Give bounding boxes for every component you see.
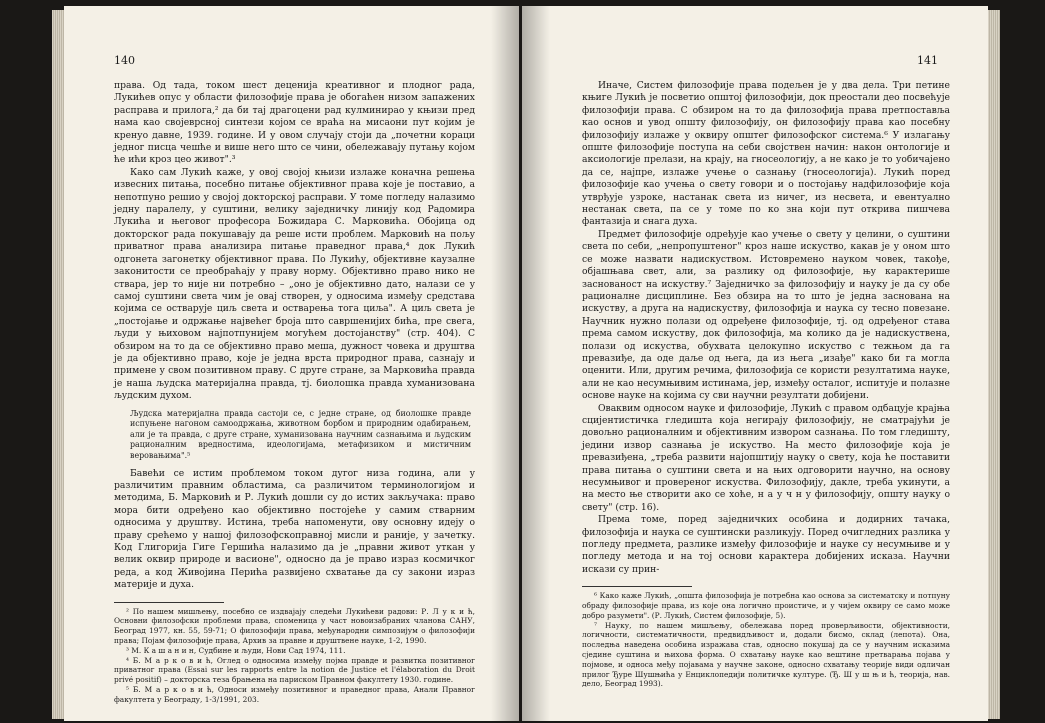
footnotes <box>582 591 950 689</box>
footnote: ⁷ Науку, по нашем мишљењу, обележава поред проверљивости, објективности, логичности, систематичности, предвидљивост и, додали бисмо, склад (лепота). Она, последња наведена особина изражава став, односно покушај да се у научним исказима сједине суштина и њихова форма. О схватању науке као вештине претварања појава у појмове, и односа међу појавама у научне законе, односно схватању теорије види одличан прилог Ђуре Шушњића у Енциклопедији политичке културе. (Ђ. Ш у ш њ и ћ, теорија, нав. дело, Београд 1993). <box>582 620 950 689</box>
page-number: 141 <box>917 54 938 67</box>
left-page <box>64 6 519 721</box>
footnote-rule <box>114 602 224 603</box>
left-page-body <box>114 80 475 705</box>
footnote: ⁶ Како каже Лукић, „општа филозофија је потребна као основа за систематску и потпуну обраду филозофије права, из које она логично проистиче, и у чијем оквиру се само може добро разумети". (Р. Лукић, Систем филозофије, 5). <box>582 591 950 620</box>
block-quote: Људска материјална правда састоји се, с једне стране, од биолошке правде испуњене нагоном самоодржања, животном борбом и природним одабирањем, али је та правда, с друге стране, хуманизована научним сазнањима и људским рационалним вредностима, идеологијама, метафизиком и мистичним веровањима".⁵ <box>130 408 471 460</box>
footnote-rule <box>582 586 692 587</box>
footnote: ⁵ Б. М а р к о в и ћ, Односи између позитивног и праведног права, Анали Правног факултета у Београду, 1-3/1991, 203. <box>114 684 475 704</box>
paragraph: Иначе, Систем филозофије права подељен је у два дела. Три петине књиге Лукић је посветио општој филозофији, док преостали део посвећује филозофији права. С обзиром на то да филозофија права претпоставља као основ и увод општу филозофију, он филозофију права као посебну филозофију излаже у оквиру општег филозофског система.⁶ У излагању опште филозофије поступа на себи својствен начин: након онтологије и аксиологије прелази, на крају, на гносеологију, а не како је то уобичајено да се, најпре, излаже учење о сазнању (гносеологија). Лукић поред филозофије као учења о свету говори и о постојању надфилозофије која утврђује узроке, настанак света из ничег, из несвета, и евентуално нестанак света, па се у томе по ко зна који пут открива пишчева фантазија и снага духа. <box>582 80 950 228</box>
right-page-body <box>582 80 950 689</box>
footnote: ² По нашем мишљењу, посебно се издвајају следећи Лукићеви радови: Р. Л у к и ћ, Основни филозофски проблеми права, споменица у част новоизабраних чланова САНУ, Београд 1977, кн. 55, 59-71; О филозофији права, међународни симпозијум о филозофији права; Појам филозофије права, Архив за правне и друштвене науке, 1-2, 1990. <box>114 606 475 645</box>
paragraph: Оваквим односом науке и филозофије, Лукић с правом одбацује крајња сцијентистичка гледишта која негирају филозофију, не сматрајући је довољно рационалним и објективним извором сазнања. По том гледишту, једини извор сазнања је искуство. На место филозофије која је превазиђена, „треба развити најопштију науку о свету, која ће поставити права питања о суштини света и на њих одговорити научно, на основу несумњивог и провереног искуства. Филозофију, дакле, треба укинути, а на место ње створити ако се хоће, н а у ч н у филозофију, општу науку о свету" (стр. 16). <box>582 402 950 513</box>
paragraph: Према томе, поред заједничких особина и додирних тачака, филозофија и наука се суштински разликују. Поред очигледних разлика у погледу предмета, разлике између филозофије и науке су несумњиве и у погледу метода и на тој основи карактера добијених исказа. Научни искази су прин- <box>582 514 950 575</box>
footnote: ³ М. К а ш а н и н, Судбине и људи, Нови Сад 1974, 111. <box>126 645 346 655</box>
right-page-edges <box>988 10 1000 719</box>
paragraph: Предмет филозофије одређује као учење о свету у целини, о суштини света по себи, „непропуштеног" кроз наше искуство, какав је у оном што се може назвати надискуством. Истовремено науком човек, такође, објашњава свет, али, за разлику од филозофије, њу карактерише заснованост на искуству.⁷ Заједничко за филозофију и науку је да су обе рационалне дисциплине. Без обзира на то што је једна заснована на искуству, а друга на надискуству, филозофија и наука су тесно повезане. Научник нужно полази од одређене филозофије, тј. од одређеног става према самом искуству, док филозофија, ма колико да је надискуствена, полази од искуства, обухвата целокупно искуство с тежњом да га превазиђе, да оде даље од њега, да из њега „изађе" како би га могла оценити. Или, другим речима, филозофија се користи резултатима науке, али не као несумњивим истинама, јер, између осталог, испитује и полазне основе науке на којима су сви научни резултати добијени. <box>582 228 950 402</box>
footnote: ⁴ Б. М а р к о в и ћ, Оглед о односима између појма правде и развитка позитивног приватног права (Essai sur les rapports entre la notion de Justice et l'élaboration du Droit privé positif) – докторска теза брањена на париском Правном факултету 1930. године. <box>114 655 475 685</box>
paragraph: Како сам Лукић каже, у овој својој књизи излаже коначна решења извесних питања, посебно питање објективног права које је поставио, а непотпуно решио у својој докторској расправи. У томе погледу налазимо једну паралелу, у суштини, велику заједничку линију код Радомира Лукића и његовог професора Божидара С. Марковића. Обојица од докторског рада покушавају да реше исти проблем. Марковић на пољу приватног права анализира питање праведног права,⁴ док Лукић одгонета загонетку објективног права. По Лукићу, објективне каузалне законитости се преобраћају у праву норму. Објективно право нико не ствара, јер то није ни потребно – „оно је објективно дато, налази се у самој суштини света чим је овај створен, у односима између средстава којима се остварује циљ света и остварења тога циља". А циљ света је „постојање и одржање највећег броја што савршенијих бића, пре свега, људи у њиховом најпотпунијем могућем достојанству" (стр. 404). С обзиром на то да се објективно право меша, дужност човека и друштва је да објективно право, које је једна врста природног права, сазнају и примене у свом позитивном праву. С друге стране, за Марковића правда је наша људска материјална правда, тј. биолошка правда хуманизована људским духом. <box>114 166 475 402</box>
footnotes <box>114 607 475 705</box>
left-page-edges <box>52 10 64 719</box>
page-number: 140 <box>114 54 135 67</box>
right-page <box>522 6 988 721</box>
paragraph: права. Од тада, током шест деценија креативног и плодног рада, Лукићев опус у области филозофије права је обогаћен низом запажених расправа и прилога,² да би тај драгоцени рад кулминирао у књизи пред нама као својеврсној синтези којом се враћа на мисаони пут којим је кренуо давне, 1939. године. И у овом случају стоји да „почетни кораци једног писца чешће и више него што се чини, обележавају путању којом ће ићи кроз цео живот".³ <box>114 80 475 166</box>
paragraph: Бавећи се истим проблемом током дугог низа година, али у различитим правним областима, са различитом терминологијом и методима, Б. Марковић и Р. Лукић дошли су до истих закључака: право мора бити одређено као објективно постојеће у самим стварним односима у друштву. Истина, треба напоменути, ову основну идеју о праву срећемо у нашој филозофскоправној мисли и раније, у зачетку. Код Глигорија Гиге Гершића налазимо да је „правни живот уткан у велик оквир природе и васионе", односно да је право израз космичког реда, а код Живојина Перића развијено схватање да су закони израз материје и духа. <box>114 467 475 591</box>
